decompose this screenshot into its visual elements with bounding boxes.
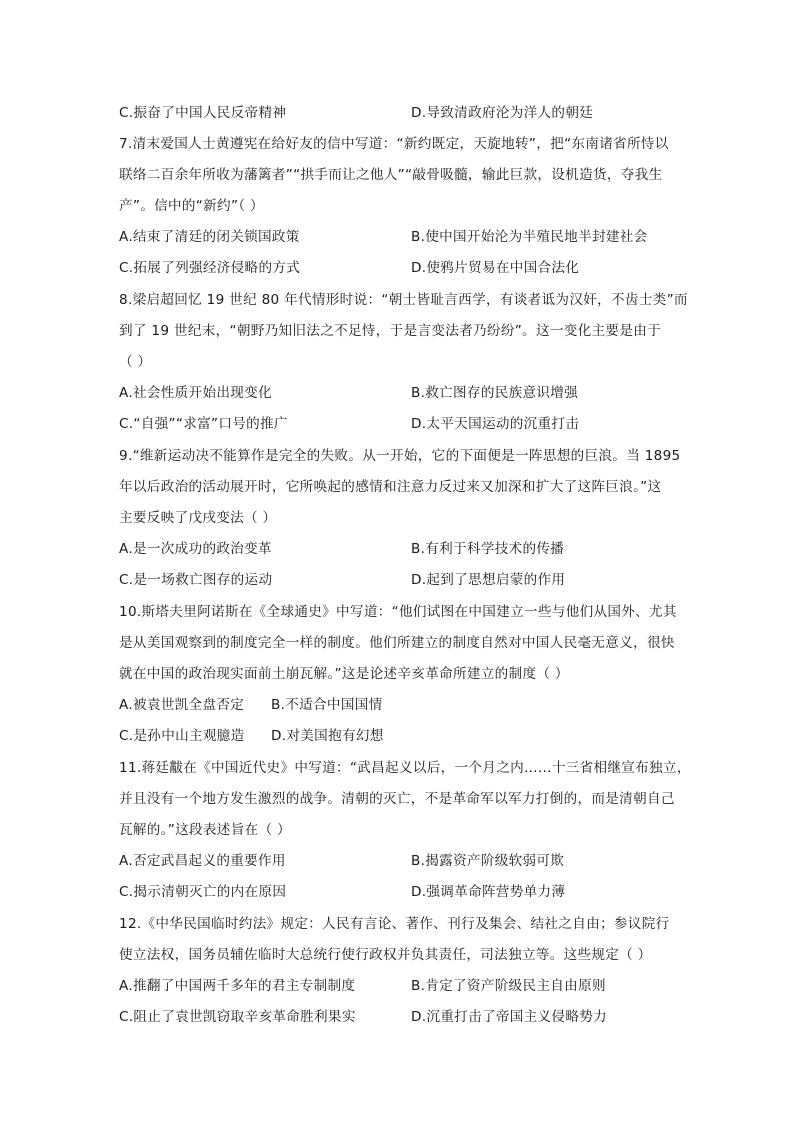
q7-option-c: C.拓展了列强经济侵略的方式	[119, 260, 301, 276]
q8-option-a: A.社会性质开始出现变化	[119, 385, 272, 401]
q7-option-d: D.使鸦片贸易在中国合法化	[411, 260, 580, 276]
q9-stem-line-1: 9.“维新运动决不能算作是完全的失败。从一开始，它的下面便是一阵思想的巨浪。当 1895	[119, 448, 681, 464]
q6-option-c: C.振奋了中国人民反帝精神	[119, 105, 287, 121]
q10-stem-line-1: 10.斯塔夫里阿诺斯在《全球通史》中写道：“他们试图在中国建立一些与他们从国外、尤其	[119, 604, 677, 620]
q10-option-b: B.不适合中国国情	[271, 697, 383, 713]
q12-option-c: C.阻止了袁世凯窃取辛亥革命胜利果实	[119, 1009, 356, 1025]
q11-option-b: B.揭露资产阶级软弱可欺	[411, 853, 565, 869]
q7-stem-line-1: 7.清末爱国人士黄遵宪在给好友的信中写道：“新约既定，天旋地转”，把“东南诸省所恃以	[119, 136, 669, 152]
q10-option-d: D.对美国抱有幻想	[271, 728, 384, 744]
q10-option-a: A.被袁世凯全盘否定	[119, 697, 245, 713]
q11-option-d: D.强调革命阵营势单力薄	[411, 884, 566, 900]
q7-option-b: B.使中国开始沦为半殖民地半封建社会	[411, 229, 648, 245]
q7-stem-line-3: 产”。信中的“新约”（ ）	[119, 198, 264, 214]
q9-stem-line-3: 主要反映了戊戌变法（ ）	[119, 510, 277, 526]
q8-stem-line-2: 到了 19 世纪末，“朝野乃知旧法之不足恃，于是言变法者乃纷纷”。这一变化主要是由于	[119, 323, 661, 339]
q11-stem-line-1: 11.蒋廷黻在《中国近代史》中写道：“武昌起义以后，一个月之内……十三省相继宣布独立，	[119, 760, 691, 776]
q12-option-d: D.沉重打击了帝国主义侵略势力	[411, 1009, 608, 1025]
q7-stem-line-2: 联络二百余年所收为藩篱者”“拱手而让之他人”“敲骨吸髓，输此巨款，设机造货，夺我生	[119, 167, 663, 183]
q12-stem-line-2: 使立法权，国务员辅佐临时大总统行使行政权并负其责任，司法独立等。这些规定（ ）	[119, 947, 652, 963]
q10-stem-line-2: 是从美国观察到的制度完全一样的制度。他们所建立的制度自然对中国人民毫无意义，很快	[119, 635, 675, 651]
q8-stem-line-1: 8.梁启超回忆 19 世纪 80 年代情形时说：“朝士皆耻言西学，有谈者诋为汉奸，不齿士类”而	[119, 292, 688, 308]
q8-option-d: D.太平天国运动的沉重打击	[411, 416, 580, 432]
q11-stem-line-3: 瓦解的。”这段表述旨在（ ）	[119, 822, 291, 838]
q7-option-a: A.结束了清廷的闭关锁国政策	[119, 229, 300, 245]
q12-option-a: A.推翻了中国两千多年的君主专制制度	[119, 978, 356, 994]
q8-stem-line-3: （ ）	[119, 354, 152, 370]
q10-stem-line-3: 就在中国的政治现实面前土崩瓦解。”这是论述辛亥革命所建立的制度（ ）	[119, 666, 569, 682]
q11-stem-line-2: 并且没有一个地方发生激烈的战争。清朝的灭亡，不是革命军以军力打倒的，而是清朝自己	[119, 791, 675, 807]
q8-option-b: B.救亡图存的民族意识增强	[411, 385, 579, 401]
q6-option-d: D.导致清政府沦为洋人的朝廷	[411, 105, 594, 121]
q9-option-a: A.是一次成功的政治变革	[119, 541, 272, 557]
q11-option-a: A.否定武昌起义的重要作用	[119, 853, 286, 869]
q9-stem-line-2: 年以后政治的活动展开时，它所唤起的感情和注意力反过来又加深和扩大了这阵巨浪。”这	[119, 479, 662, 495]
q9-option-c: C.是一场救亡图存的运动	[119, 572, 273, 588]
q8-option-c: C.“自强”“求富”口号的推广	[119, 416, 288, 432]
q12-stem-line-1: 12.《中华民国临时约法》规定：人民有言论、著作、刊行及集会、结社之自由；参议院行	[119, 916, 670, 932]
q9-option-b: B.有利于科学技术的传播	[411, 541, 565, 557]
q12-option-b: B.肯定了资产阶级民主自由原则	[411, 978, 606, 994]
q10-option-c: C.是孙中山主观臆造	[119, 728, 245, 744]
q9-option-d: D.起到了思想启蒙的作用	[411, 572, 566, 588]
q11-option-c: C.揭示清朝灭亡的内在原因	[119, 884, 287, 900]
